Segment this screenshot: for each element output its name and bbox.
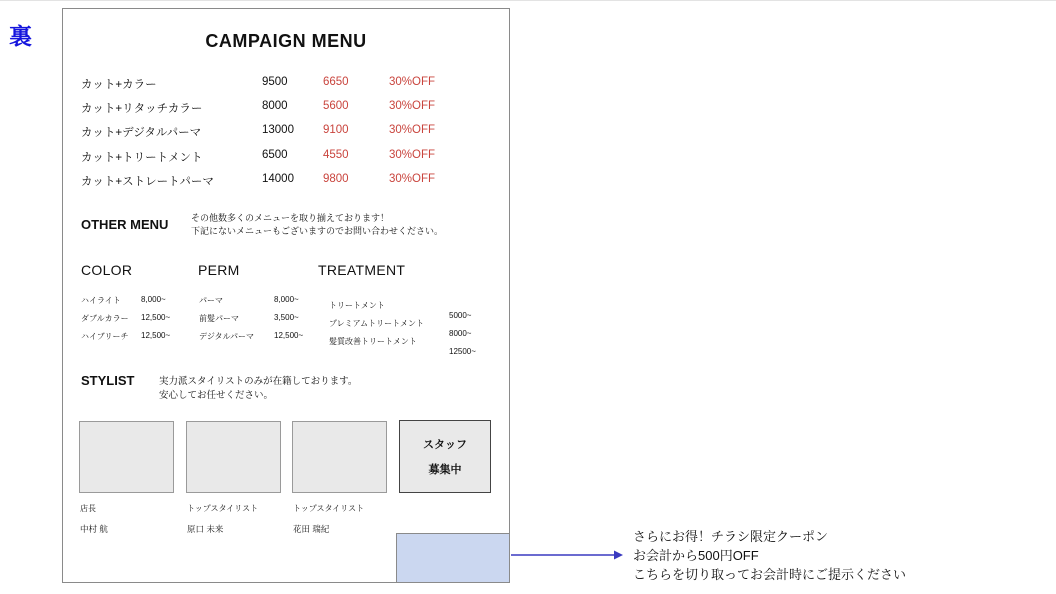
campaign-price-list: [63, 72, 509, 193]
stylist-role: 店長: [80, 504, 96, 513]
discount-badge: 30%OFF: [389, 172, 436, 185]
item-name: 前髪パーマ: [199, 314, 239, 323]
coupon-description-line1: さらにお得！チラシ限定クーポン: [633, 529, 829, 544]
canvas-top-edge: [0, 0, 1056, 1]
stylist-label: [187, 503, 297, 535]
perm-menu-item: [199, 313, 303, 331]
menu-name: カット+デジタルパーマ: [81, 127, 202, 140]
campaign-row: [63, 145, 509, 169]
page-side-label: 裏: [9, 23, 33, 49]
stylist-photo-placeholder-2[interactable]: [186, 421, 281, 493]
stylist-label: [80, 503, 190, 535]
campaign-row: [63, 169, 509, 193]
sale-price: 6650: [323, 76, 349, 88]
discount-badge: 30%OFF: [389, 148, 436, 161]
perm-menu-item: [199, 331, 303, 349]
color-menu-item: [81, 331, 170, 349]
stylist-role: トップスタイリスト: [187, 504, 259, 513]
stylist-label: [293, 503, 403, 535]
other-menu-note-line1: その他数多くのメニューを取り揃えております！: [191, 213, 390, 223]
sale-price: 9100: [323, 124, 349, 137]
regular-price: 14000: [262, 172, 294, 185]
stylist-name: 花田 瑞紀: [293, 524, 330, 534]
campaign-row: [63, 96, 509, 120]
other-menu-note: [191, 212, 443, 238]
regular-price: 13000: [262, 124, 294, 137]
discount-badge: 30%OFF: [389, 100, 436, 113]
discount-badge: 30%OFF: [389, 76, 436, 88]
sale-price: 4550: [323, 148, 349, 161]
item-name: デジタルパーマ: [199, 332, 254, 341]
item-price: 12,500~: [141, 331, 171, 340]
treatment-price-list: [449, 311, 476, 365]
stylist-note: [159, 375, 357, 403]
stylist-name: 原口 未来: [187, 524, 224, 534]
menu-name: カット+トリートメント: [81, 151, 203, 164]
treatment-heading: TREATMENT: [318, 262, 406, 278]
color-menu-item: [81, 313, 170, 331]
menu-name: カット+カラー: [81, 79, 157, 91]
treatment-item-price: 8000~: [449, 329, 472, 338]
stylist-heading: STYLIST: [81, 373, 135, 388]
menu-name: カット+リタッチカラー: [81, 103, 203, 116]
treatment-item-price: 5000~: [449, 311, 472, 320]
other-menu-heading: OTHER MENU: [81, 217, 169, 232]
perm-heading: PERM: [198, 262, 240, 278]
treatment-item-price: 12500~: [449, 347, 476, 356]
other-menu-note-line2: 下記にないメニューもございますのでお問い合わせください。: [191, 226, 444, 236]
stylist-photo-placeholder-1[interactable]: [79, 421, 174, 493]
stylist-note-line1: 実力派スタイリストのみが在籍しております。: [159, 376, 358, 387]
staff-recruiting-box[interactable]: [399, 420, 491, 493]
item-price: 8,000~: [141, 295, 166, 304]
item-name: ハイブリーチ: [81, 332, 129, 341]
sale-price: 5600: [323, 100, 349, 113]
item-price: 12,500~: [141, 313, 171, 322]
treatment-item-name: 髪質改善トリートメント: [329, 337, 417, 346]
color-menu-item: [81, 295, 170, 313]
treatment-item-name: トリートメント: [329, 301, 385, 310]
coupon-description-line2: お会計から500円OFF: [633, 548, 759, 563]
flyer-back-page[interactable]: [62, 8, 510, 583]
item-name: ダブルカラー: [81, 314, 129, 323]
treatment-item-name: プレミアムトリートメント: [329, 319, 425, 328]
tear-off-coupon-box[interactable]: [396, 533, 510, 583]
item-price: 3,500~: [274, 313, 299, 322]
item-price: 8,000~: [274, 295, 299, 304]
stylist-role: トップスタイリスト: [293, 504, 365, 513]
coupon-description: [633, 527, 906, 584]
stylist-name: 中村 航: [80, 524, 108, 534]
stylist-photo-placeholder-3[interactable]: [292, 421, 387, 493]
item-name: ハイライト: [81, 296, 121, 305]
regular-price: 9500: [262, 76, 288, 88]
discount-badge: 30%OFF: [389, 124, 436, 137]
treatment-name-list: [329, 300, 424, 354]
item-name: パーマ: [199, 296, 223, 305]
recruit-line1: スタッフ: [423, 439, 467, 451]
perm-menu-list: [199, 295, 303, 349]
item-price: 12,500~: [274, 331, 304, 340]
color-heading: COLOR: [81, 262, 133, 278]
campaign-menu-title: CAMPAIGN MENU: [205, 31, 367, 51]
color-menu-list: [81, 295, 170, 349]
regular-price: 6500: [262, 148, 288, 161]
perm-menu-item: [199, 295, 303, 313]
campaign-row: [63, 72, 509, 96]
coupon-description-line3: こちらを切り取ってお会計時にご提示ください: [633, 567, 907, 582]
stylist-note-line2: 安心してお任せください。: [159, 390, 274, 401]
coupon-pointer-arrow-icon: [511, 548, 625, 562]
recruit-line2: 募集中: [428, 464, 462, 476]
sale-price: 9800: [323, 172, 349, 185]
regular-price: 8000: [262, 100, 288, 113]
menu-name: カット+ストレートパーマ: [81, 175, 214, 188]
campaign-row: [63, 120, 509, 144]
